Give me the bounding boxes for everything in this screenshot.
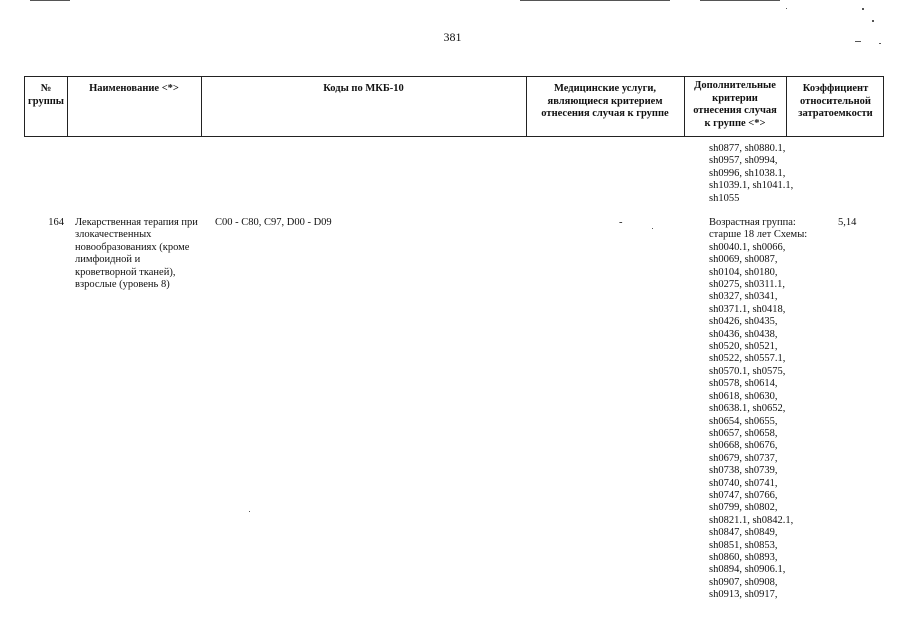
scan-artifact	[30, 0, 70, 1]
cell-name: Лекарственная терапия при злокачественных новообразованиях (кроме лимфоидной и кроветворной тканей), взрослые (уровень 8)	[75, 217, 198, 291]
header-icd-codes: Коды по МКБ-10	[323, 83, 404, 94]
cell-coefficient: 5,14	[838, 217, 857, 228]
header-group-number: № группы	[27, 83, 65, 107]
table-header	[24, 76, 884, 137]
scan-artifact	[862, 8, 864, 10]
scan-artifact	[700, 0, 780, 1]
continued-extra-criteria: sh0877, sh0880.1, sh0957, sh0994, sh0996, sh1038.1, sh1039.1, sh1041.1, sh1055	[709, 143, 794, 204]
page-number: 381	[443, 30, 462, 44]
scan-artifact	[872, 20, 874, 22]
header-name: Наименование <*>	[89, 83, 179, 94]
scan-artifact	[249, 511, 250, 512]
cell-icd-codes: C00 - C80, C97, D00 - D09	[215, 217, 332, 228]
header-extra-criteria: Дополнительные критерии отнесения случая к группе <*>	[693, 80, 777, 129]
cell-group-number: 164	[48, 217, 64, 228]
header-medical-services: Медицинские услуги, являющиеся критерием отнесения случая к группе	[541, 83, 669, 119]
scan-artifact	[520, 0, 670, 1]
scan-artifact	[652, 228, 653, 229]
scan-artifact	[786, 8, 787, 9]
cell-extra-criteria: Возрастная группа: старше 18 лет Схемы: sh0040.1, sh0066, sh0069, sh0087, sh0104, sh0180, sh0275, sh0311.1, sh0327, sh0341, sh0371.1, sh0418, sh0426, sh0435, sh0436, sh0438, sh0520, sh0521, sh0522, sh0557.1, sh0570.1, sh0575, sh0578, sh0614, sh0618, sh0630, sh0638.1, sh0652, sh0654, sh0655, sh0657, sh0658, sh0668, sh0676, sh0679, sh0737, sh0738, sh0739, sh0740, sh0741, sh0747, sh0766, sh0799, sh0802, sh0821.1, sh0842.1, sh0847, sh0849, sh0851, sh0853, sh0860, sh0893, sh0894, sh0906.1, sh0907, sh0908, sh0913, sh0917,	[709, 217, 808, 601]
cell-medical-services: -	[619, 217, 623, 228]
header-coefficient: Коэффициент относительной затратоемкости	[798, 83, 873, 119]
